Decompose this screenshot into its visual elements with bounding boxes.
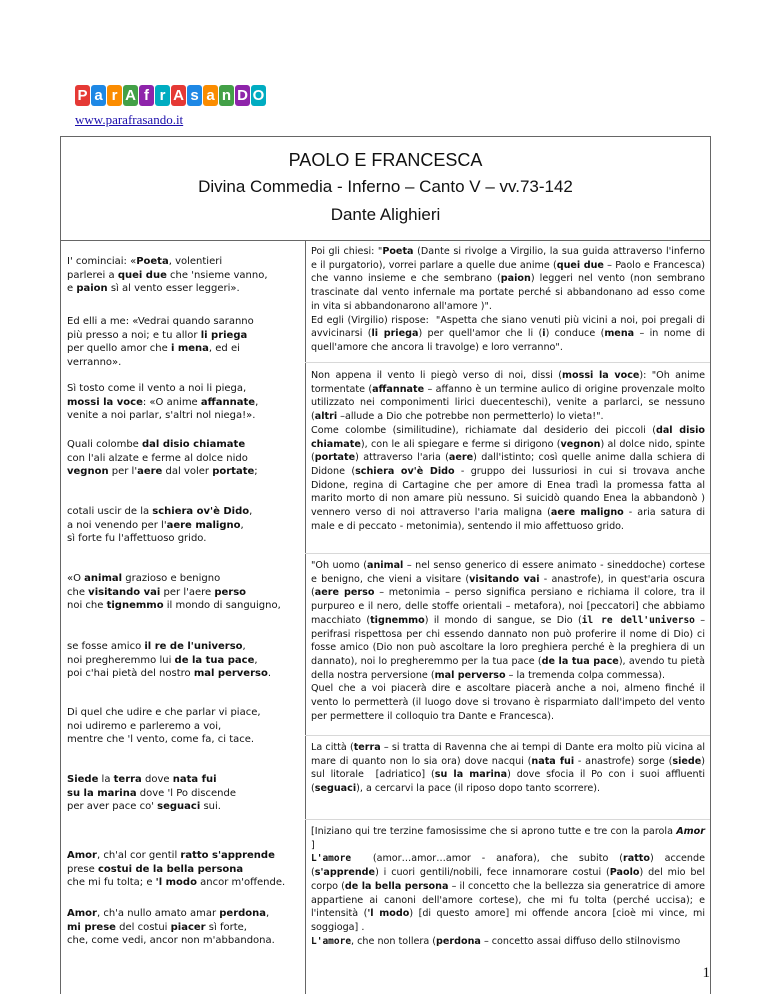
title-block — [61, 137, 710, 241]
logo-letter: n — [219, 85, 234, 106]
author: Dante Alighieri — [330, 205, 441, 224]
page-title: PAOLO E FRANCESCA — [288, 150, 483, 170]
paraphrase-paragraph-1: Poi gli chiesi: "Poeta (Dante si rivolge a Virgilio, la sua guida attraverso l'inferno e il purgatorio), vorrei parlare a quelle due anime (quei due – Paolo e Francesca) che vanno insieme e che sembrano (paion) leggeri nel vento (non sembrano trascinate dal vento infernale ma portate perché si abbandonano ad esso come in vita si abbandonarono all'amore )". Ed egli (Virgilio) rispose: "Aspetta che siano venuti più vicini a noi, poi pregali di avvicinarsi (li priega) per quell'amor che li (i) conduce (mena – in nome di quell'amore che ancora li travolge) e loro verranno". — [311, 246, 705, 353]
verse-tercet: Ed elli a me: «Vedrai quando saranno più presso a noi; e tu allor li priega per quello amor che i mena, ed ei verranno». — [67, 316, 254, 368]
subtitle: Divina Commedia - Inferno – Canto V – vv.73-142 — [198, 177, 573, 196]
logo-letter: a — [91, 85, 106, 106]
logo-letter: O — [252, 87, 265, 104]
paraphrase-paragraph-2: Non appena il vento li piegò verso di noi, dissi (mossi la voce): "Oh anime tormentate (affannate – affanno è un termine aulico di origine provenzale molto utilizzato nei componimenti lirici duecenteschi), venite a parlarci, se nessuno (altri –allude a Dio che potrebbe non permetterlo) lo vieta!". Come colombe (similitudine), richiamate dal desiderio dei piccoli (dal disio chiamate), con le ali spiegare e ferme si dirigono (vegnon) al dolce nido, spinte (portate) attraverso l'aria (aere) dall'istinto; così quelle anime dalla schiera di Didone (schiera ov'è Dido - gruppo dei lussuriosi in cui si trovava anche Didone, regina di Cartagine che per amore di Enea tradì la promessa fatta al marito morto di non amare più nessuno. Si suicidò quando Enea la abbandonò ) vennero verso di noi attraverso l'aria maligna (aere maligno - aria satura di male e di peccato - metonimia), sentendo il mio affettuoso grido. — [311, 370, 706, 532]
verse-tercet: Di quel che udire e che parlar vi piace, noi udiremo e parleremo a voi, mentre che 'l vento, come fa, ci tace. — [67, 707, 261, 745]
paraphrase-paragraph-5: [Iniziano qui tre terzine famosissime che si aprono tutte e tre con la parola Amor ] L'amore (amor…amor…amor - anafora), che subito (ratto) accende (s'apprende) i cuori gentili/nobili, fece innamorare costui (Paolo) del mio bel corpo (de la bella persona – il concetto che la bellezza sia generatrice di amore appartiene ai canoni dell'amore cortese), che mi fu tolta (perché uccisa); e l'intensità ('l modo) [di questo amore] mi offende ancora [cioè mi vince, mi soggioga] . L'amore, che non tollera (perdona – concetto assai diffuso dello stilnovismo — [311, 826, 706, 947]
logo-letter: f — [139, 85, 154, 106]
logo-letter: a — [203, 85, 218, 106]
site-link[interactable]: www.parafrasando.it — [75, 112, 184, 127]
logo-letter: P — [75, 85, 90, 106]
logo-letter: A — [171, 85, 186, 106]
logo-letter: D — [235, 85, 250, 106]
parafrasando-logo — [75, 85, 266, 106]
verse-tercet: I' cominciai: «Poeta, volentieri parlerei a quei due che 'nsieme vanno, e paion sì al vento esser leggeri». — [67, 256, 268, 294]
logo-letter: r — [107, 85, 122, 106]
logo-letter: r — [155, 85, 170, 106]
verse-tercet: Sì tosto come il vento a noi li piega, mossi la voce: «O anime affannate, venite a noi parlar, s'altri nol niega!». — [67, 383, 259, 421]
verse-tercet: «O animal grazioso e benigno che visitando vai per l'aere perso noi che tignemmo il mondo di sanguigno, — [67, 573, 281, 611]
paraphrase-paragraph-3: "Oh uomo (animal – nel senso generico di essere animato - sineddoche) cortese e benigno, che vieni a visitare (visitando vai - anastrofe), in quest'aria oscura (aere perso – metonimia – perso significa persiano e richiama il colore, tra il purpureo e il nero, delle stoffe orientali – metafora), noi [peccatori] che abbiamo macchiato (tignemmo) il mondo di sangue, se Dio (il re dell'universo – perifrasi rispettosa per chi essendo dannato non può proferire il nome di Dio) ci fosse amico (Dio non può ascoltare la loro preghiera perché è la preghiera di un dannato), noi lo pregheremmo per la tua pace (de la tua pace), avendo tu pietà della nostra perversione (mal perverso – la tremenda colpa commessa). Quel che a voi piacerà dire e ascoltare piacerà anche a noi, almeno finché il vento lo permetterà (il luogo dove si trovano è risparmiato dall'impeto del vento per permettere il colloquio tra Dante e Francesca). — [311, 560, 706, 722]
paraphrase-paragraph-4: La città (terra – si tratta di Ravenna che ai tempi di Dante era molto più vicina al mare di quanto non lo sia ora) dove nacqui (nata fui - anastrofe) sorge (siede) sul litorale [adriatico] (su la marina) dove sfocia il Po con i suoi affluenti (seguaci), a cercarvi la pace (il riposo dopo tanto scorrere). — [311, 742, 706, 795]
verse-tercet: se fosse amico il re de l'universo, noi pregheremmo lui de la tua pace, poi c'hai pietà del nostro mal perverso. — [67, 641, 272, 679]
verse-tercet: Amor, ch'al cor gentil ratto s'apprende prese costui de la bella persona che mi fu tolta; e 'l modo ancor m'offende. — [67, 850, 286, 888]
logo-letter: A — [123, 85, 138, 106]
verses-column — [61, 241, 306, 994]
page-number: 1 — [702, 965, 710, 981]
verse-tercet: Siede la terra dove nata fui su la marina dove 'l Po discende per aver pace co' seguaci sui. — [67, 774, 237, 812]
logo-letter: s — [187, 85, 202, 106]
verse-tercet: Quali colombe dal disio chiamate con l'ali alzate e ferme al dolce nido vegnon per l'aere dal voler portate; — [67, 439, 258, 477]
content-table — [60, 136, 711, 994]
verse-tercet: Amor, ch'a nullo amato amar perdona, mi prese del costui piacer sì forte, che, come vedi, ancor non m'abbandona. — [67, 908, 275, 946]
paraphrase-column — [305, 241, 710, 994]
verse-tercet: cotali uscir de la schiera ov'è Dido, a noi venendo per l'aere maligno, sì forte fu l'affettuoso grido. — [67, 506, 253, 544]
